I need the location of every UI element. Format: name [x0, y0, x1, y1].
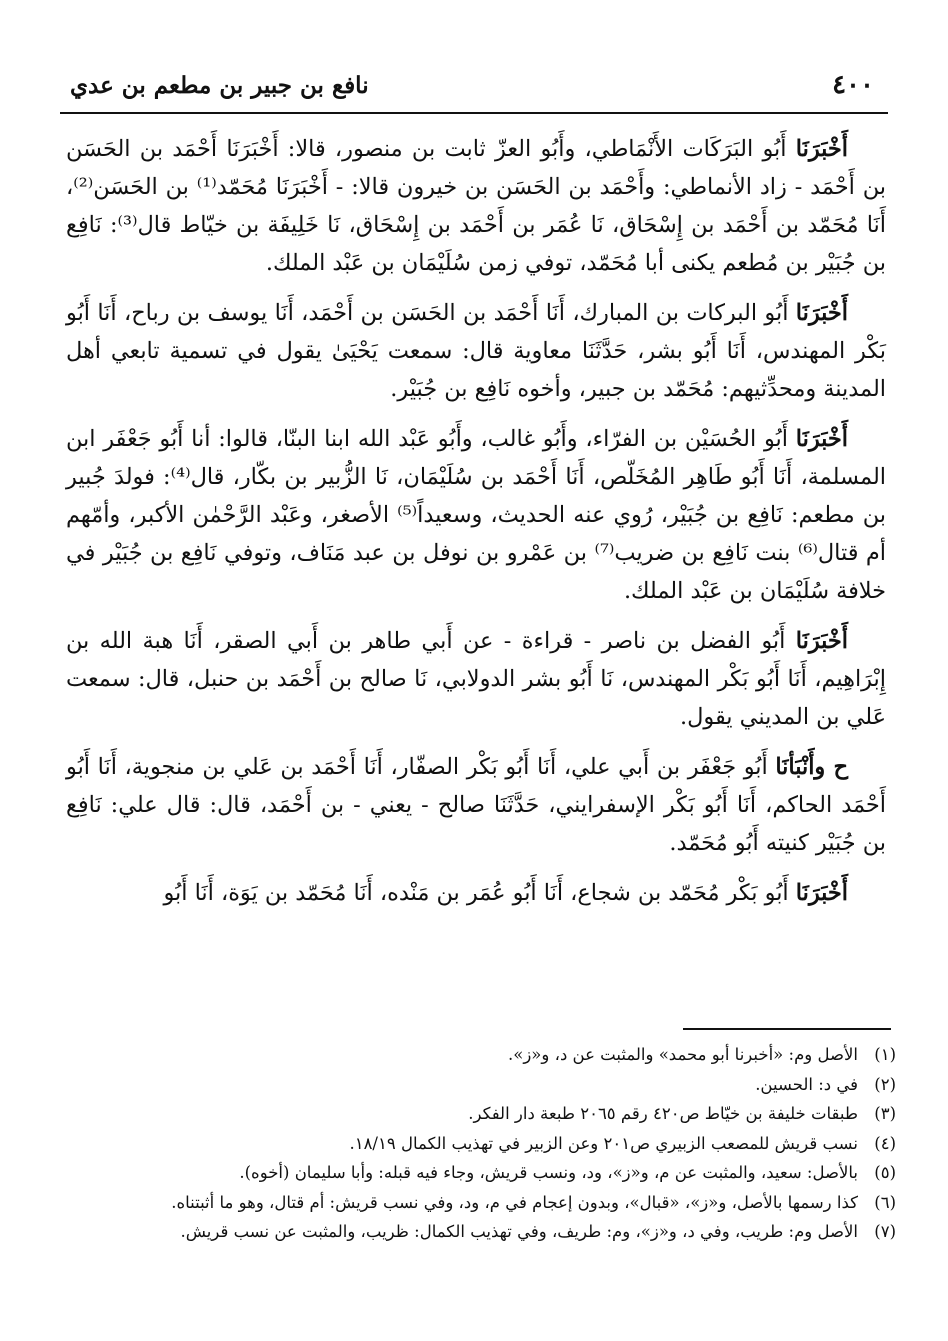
- footnote-item: [120, 1217, 896, 1247]
- footnote-number: (٧): [874, 1222, 896, 1241]
- footnote-text: الأصل وم: «أخبرنا أبو محمد» والمثبت عن د، و«ز».: [508, 1045, 858, 1064]
- footnote-number: (٦): [874, 1192, 896, 1212]
- footnote-item: [120, 1099, 896, 1129]
- chain-lead: أَخْبَرَنَا: [795, 628, 848, 654]
- footnote-number: (٤): [874, 1133, 896, 1153]
- footnote-item: [120, 1158, 896, 1188]
- footnote-item: [120, 1188, 896, 1218]
- footnote-text: الأصل وم: طريب، وفي د، و«ز»، وم: طريف، وفي تهذيب الكمال: ظريب، والمثبت عن نسب قريش.: [180, 1222, 858, 1241]
- footnote-number: (٢): [874, 1074, 896, 1094]
- paragraph-text: أَبُو البركات بن المبارك، أَنَا أَحْمَد بن الحَسَن بن أَحْمَد، أَنَا يوسف بن رباح، أَنَا أَبُو بَكْر المهندس، أَنَا أَبُو بشر، حَدَّثَنَا معاوية قال: سمعت يَحْيَىٰ يقول في تسمية تابعي أهل المدينة ومحدِّثيهم: مُحَمّد بن جبير، وأخوه نَافِع بن جُبَيْر.: [66, 300, 886, 402]
- paragraph-5: [66, 748, 886, 862]
- chain-lead: أَخْبَرَنَا: [795, 300, 848, 326]
- footnote-text: طبقات خليفة بن خيّاط ص٤٢٠ رقم ٢٠٦٥ طبعة دار الفكر.: [468, 1104, 858, 1123]
- page-header: [60, 64, 888, 114]
- paragraph-text: أَبُو جَعْفَر بن أَبي علي، أَنَا أَبُو بَكْر الصفّار، أَنَا أَحْمَد بن عَلي بن منجوية، أَنَا أَبُو أَحْمَد الحاكم، أَنَا أَبُو بَكْر الإسفرايني، حَدَّثَنَا صالح - يعني - بن أَحْمَد، قال: قال علي: نَافِع بن جُبَيْر كنيته أَبُو مُحَمّد.: [66, 754, 886, 856]
- paragraph-text: أَبُو الفضل بن ناصر - قراءة - عن أَبي طاهر بن أَبي الصقر، أَنَا هبة الله بن إِبْرَاهِيم، أَنَا أَبُو بَكْر المهندس، نَا أَبُو بشر الدولابي، نَا صالح بن أَحْمَد بن حنبل، قال: سمعت عَلي بن المديني يقول.: [66, 628, 886, 730]
- paragraph-1: [66, 130, 886, 282]
- paragraph-2: [66, 294, 886, 408]
- footnote-item: [120, 1040, 896, 1070]
- paragraph-4: [66, 622, 886, 736]
- paragraph-text: أَبُو الحُسَيْن بن الفرّاء، وأَبُو غالب، وأَبُو عَبْد الله ابنا البنّا، قالوا: أنا أَبُو جَعْفَر ابن المسلمة، أَنَا أَبُو طَاهِر المُخَلّص، أَنَا أَحْمَد بن سُلَيْمَان، نَا الزُّبير بن بكّار، قال⁽⁴⁾: فولدَ جُبير بن مطعم: نَافِع بن جُبَيْر، رُوي عنه الحديث، وسعيداً⁽⁵⁾ الأصغر، وعَبْد الرَّحْمٰن الأكبر، وأمّهم أم قتال⁽⁶⁾ بنت نَافِع بن ضريب⁽⁷⁾ بن عَمْرو بن نوفل بن عبد مَنَاف، وتوفي نَافِع بن جُبَيْر في خلافة سُلَيْمَان بن عَبْد الملك.: [66, 426, 887, 604]
- paragraph-text: أَبُو البَرَكَات الأَنْمَاطي، وأَبُو العزّ ثابت بن منصور، قالا: أَخْبَرَنَا أَحْمَد بن الحَسَن بن أَحْمَد - زاد الأنماطي: وأَحْمَد بن الحَسَن بن خيرون قالا: - أَخْبَرَنَا مُحَمّد⁽¹⁾ بن الحَسَن⁽²⁾، أَنَا مُحَمّد بن أَحْمَد بن إِسْحَاق، نَا عُمَر بن أَحْمَد بن إِسْحَاق، نَا خَلِيفَة بن خيّاط قال⁽³⁾: نَافِع بن جُبَيْر بن مُطعم يكنى أبا مُحَمّد، توفي زمن سُلَيْمَان بن عَبْد الملك.: [66, 136, 886, 276]
- footnote-text: في د: الحسين.: [755, 1074, 858, 1094]
- footnote-item: [120, 1070, 896, 1100]
- footnote-text: كذا رسمها بالأصل، و«ز»، «قبال»، وبدون إعجام في م، ود، وفي نسب قريش: أم قتال، وهو ما أثبتناه.: [171, 1192, 858, 1212]
- footnotes: [120, 1040, 896, 1247]
- footnote-number: (٥): [874, 1163, 896, 1182]
- footnote-item: [120, 1129, 896, 1159]
- running-title: نافع بن جبير بن مطعم بن عدي: [70, 72, 369, 99]
- footnote-text: بالأصل: سعيد، والمثبت عن م، و«ز»، ود، ونسب قريش، وجاء فيه قبله: وأبا سليمان (أخوه).: [239, 1163, 858, 1182]
- main-text: [66, 130, 886, 924]
- chain-lead: أَخْبَرَنَا: [795, 880, 848, 906]
- page-number: ٤٠٠: [832, 70, 874, 100]
- footnote-text: نسب قريش للمصعب الزبيري ص٢٠١ وعن الزبير في تهذيب الكمال ١٨/١٩.: [349, 1133, 858, 1153]
- paragraph-6: [66, 874, 886, 912]
- footnote-divider: [683, 1028, 891, 1030]
- chain-lead: أَخْبَرَنَا: [795, 136, 848, 162]
- chain-lead: أَخْبَرَنَا: [795, 426, 848, 452]
- chain-lead: ح وأَنْبَأنَا: [775, 754, 848, 780]
- paragraph-text: أَبُو بَكْر مُحَمّد بن شجاع، أَنَا أَبُو عُمَر بن مَنْده، أَنَا مُحَمّد بن يَوَة، أَنَا أَبُو: [163, 880, 796, 906]
- paragraph-3: [66, 420, 886, 610]
- footnote-number: (٣): [874, 1104, 896, 1123]
- footnote-number: (١): [874, 1045, 896, 1064]
